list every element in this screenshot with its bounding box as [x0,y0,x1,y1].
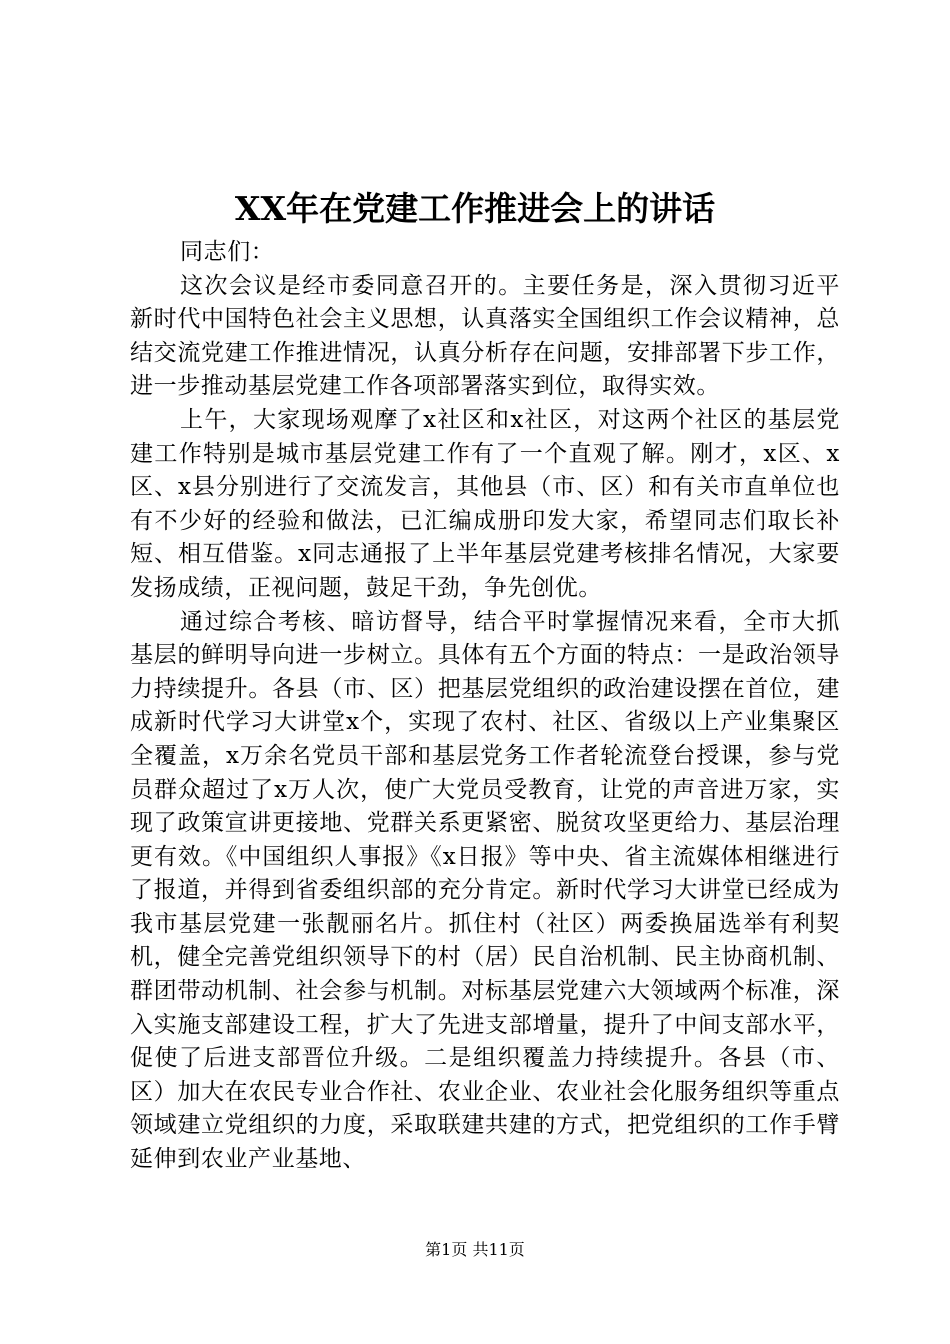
paragraph-1: 这次会议是经市委同意召开的。主要任务是，深入贯彻习近平新时代中国特色社会主义思想，认真落实全国组织工作会议精神，总结交流党建工作推进情况，认真分析存在问题，安排部署下步工作，进一步推动基层党建工作各项部署落实到位，取得实效。 [130,272,840,400]
salutation: 同志们： [180,239,275,265]
paragraph-2: 上午，大家现场观摩了x社区和x社区，对这两个社区的基层党建工作特别是城市基层党建工作有了一个直观了解。刚才，x区、x区、x县分别进行了交流发言，其他县（市、区）和有关市直单位也有不少好的经验和做法，已汇编成册印发大家，希望同志们取长补短、相互借鉴。x同志通报了上半年基层党建考核排名情况，大家要发扬成绩，正视问题，鼓足干劲，争先创优。 [130,406,840,601]
paragraph-3: 通过综合考核、暗访督导，结合平时掌握情况来看，全市大抓基层的鲜明导向进一步树立。具体有五个方面的特点：一是政治领导力持续提升。各县（市、区）把基层党组织的政治建设摆在首位，建成新时代学习大讲堂x个，实现了农村、社区、省级以上产业集聚区全覆盖，x万余名党员干部和基层党务工作者轮流登台授课，参与党员群众超过了x万人次，使广大党员受教育，让党的声音进万家，实现了政策宣讲更接地、党群关系更紧密、脱贫攻坚更给力、基层治理更有效。《中国组织人事报》《x日报》等中央、省主流媒体相继进行了报道，并得到省委组织部的充分肯定。新时代学习大讲堂已经成为我市基层党建一张靓丽名片。抓住村（社区）两委换届选举有利契机，健全完善党组织领导下的村（居）民自治机制、民主协商机制、群团带动机制、社会参与机制。对标基层党建六大领域两个标准，深入实施支部建设工程，扩大了先进支部增量，提升了中间支部水平，促使了后进支部晋位升级。二是组织覆盖力持续提升。各县（市、区）加大在农民专业合作社、农业企业、农业社会化服务组织等重点领域建立党组织的力度，采取联建共建的方式，把党组织的工作手臂延伸到农业产业基地、 [130,608,840,1173]
page-footer: 第1页 共11页 [425,1240,525,1259]
document-body [130,236,840,1177]
document-title: XX年在党建工作推进会上的讲话 [234,189,716,228]
